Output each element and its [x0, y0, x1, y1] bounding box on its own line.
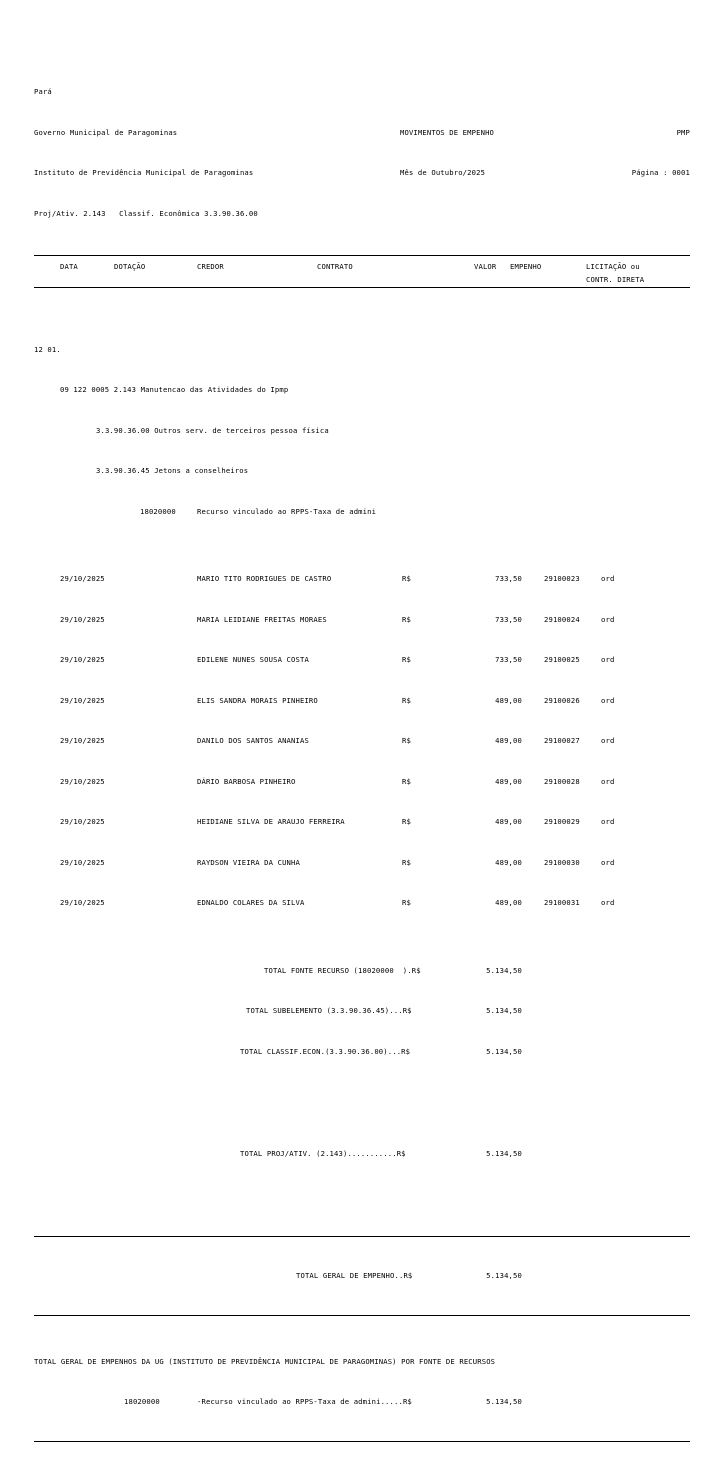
row-licitacao: ord [601, 817, 615, 826]
row-date: 29/10/2025 [60, 736, 105, 745]
subtotal-label: TOTAL SUBELEMENTO (3.3.90.36.45)...R$ [246, 1006, 412, 1015]
row-valor: 733,50 [495, 655, 522, 664]
row-empenho: 29100024 [544, 614, 580, 624]
total-geral-empenho-row [34, 1269, 690, 1283]
subtotal-value: 5.134,50 [486, 1046, 522, 1056]
footer-source-desc: -Recurso vinculado ao RPPS-Taxa de admini.....R$ [197, 1397, 412, 1406]
report-sheet [34, 58, 690, 1442]
row-licitacao: ord [601, 898, 615, 907]
row-valor: 733,50 [495, 614, 522, 624]
row-credor: DÁRIO BARBOSA PINHEIRO [197, 776, 296, 786]
col-licitacao-line1: LICITAÇÃO ou [586, 262, 640, 271]
total-geral-empenho-label: TOTAL GERAL DE EMPENHO..R$ [296, 1271, 413, 1280]
row-currency: R$ [402, 655, 411, 664]
org-code: PMP [676, 127, 690, 137]
row-currency: R$ [402, 695, 411, 705]
table-row [34, 775, 690, 789]
row-valor: 489,00 [495, 857, 522, 867]
footer-title-line [34, 1355, 690, 1369]
subtotal-row [34, 1004, 690, 1018]
row-licitacao: ord [601, 776, 615, 786]
footer-total-row [34, 1395, 690, 1409]
row-licitacao: ord [601, 574, 615, 583]
proj-ativ-label: Proj/Ativ. 2.143 Classif. Econômica 3.3.90.36.00 [34, 208, 258, 218]
source-line [34, 505, 690, 519]
col-data: DATA [60, 262, 78, 271]
subtotal-row [34, 1045, 690, 1059]
classif-text: 3.3.90.36.00 Outros serv. de terceiros pessoa física [96, 425, 329, 435]
subelement-text: 3.3.90.36.45 Jetons a conselheiros [96, 466, 249, 475]
program-line [34, 383, 690, 397]
row-date: 29/10/2025 [60, 655, 105, 664]
row-licitacao: ord [601, 655, 615, 664]
subtotal-value: 5.134,50 [486, 965, 522, 975]
table-row [34, 653, 690, 667]
document-title: MOVIMENTOS DE EMPENHO [400, 127, 495, 137]
row-credor: EDILENE NUNES SOUSA COSTA [197, 655, 309, 664]
row-licitacao: ord [601, 614, 615, 624]
row-currency: R$ [402, 857, 411, 867]
row-empenho: 29100025 [544, 655, 580, 664]
subtotal-label: TOTAL CLASSIF.ECON.(3.3.90.36.00)...R$ [240, 1046, 411, 1056]
report-header [34, 58, 690, 247]
total-geral-empenho-block [34, 1242, 690, 1310]
unit-code-line [34, 343, 690, 357]
row-date: 29/10/2025 [60, 776, 105, 786]
row-credor: DANILO DOS SANTOS ANANIAS [197, 736, 309, 745]
total-proj-label: TOTAL PROJ/ATIV. (2.143)...........R$ [240, 1149, 406, 1158]
row-empenho: 29100027 [544, 736, 580, 745]
row-date: 29/10/2025 [60, 857, 105, 867]
row-currency: R$ [402, 614, 411, 624]
subtotal-value: 5.134,50 [486, 1006, 522, 1015]
table-column-headers [34, 260, 690, 287]
row-empenho: 29100028 [544, 776, 580, 786]
total-geral-empenho-value: 5.134,50 [486, 1271, 522, 1280]
total-proj-value: 5.134,50 [486, 1149, 522, 1158]
row-currency: R$ [402, 817, 411, 826]
footer-source-code: 18020000 [124, 1397, 160, 1406]
row-empenho: 29100031 [544, 898, 580, 907]
table-row [34, 896, 690, 910]
table-row [34, 572, 690, 586]
row-currency: R$ [402, 898, 411, 907]
row-valor: 733,50 [495, 574, 522, 583]
total-proj-row [34, 1147, 690, 1161]
col-empenho: EMPENHO [510, 262, 542, 271]
entity-label: Instituto de Previdência Municipal de Paragominas [34, 168, 254, 177]
row-credor: HEIDIANE SILVA DE ARAUJO FERREIRA [197, 817, 345, 826]
col-credor: CREDOR [197, 262, 224, 271]
footer-total-value: 5.134,50 [486, 1397, 522, 1406]
row-credor: RAYDSON VIEIRA DA CUNHA [197, 857, 300, 867]
table-row [34, 815, 690, 829]
col-dotacao: DOTAÇÃO [114, 262, 146, 271]
row-credor: MARIO TITO RODRIGUES DE CASTRO [197, 574, 332, 583]
subelement-line [34, 464, 690, 478]
row-date: 29/10/2025 [60, 574, 105, 583]
row-empenho: 29100023 [544, 574, 580, 583]
row-licitacao: ord [601, 857, 615, 867]
row-valor: 489,00 [495, 736, 522, 745]
col-valor: VALOR [474, 262, 497, 271]
row-credor: ELIS SANDRA MORAIS PINHEIRO [197, 695, 318, 705]
row-currency: R$ [402, 574, 411, 583]
row-credor: EDNALDO COLARES DA SILVA [197, 898, 305, 907]
row-date: 29/10/2025 [60, 817, 105, 826]
row-currency: R$ [402, 736, 411, 745]
col-licitacao-line2: CONTR. DIRETA [586, 275, 645, 284]
classif-line [34, 424, 690, 438]
report-body [34, 302, 690, 1236]
row-date: 29/10/2025 [60, 898, 105, 907]
row-empenho: 29100029 [544, 817, 580, 826]
row-valor: 489,00 [495, 898, 522, 907]
source-desc: Recurso vinculado ao RPPS-Taxa de admini [197, 506, 377, 516]
footer-divider [34, 1441, 690, 1442]
table-row [34, 694, 690, 708]
row-licitacao: ord [601, 736, 615, 745]
row-date: 29/10/2025 [60, 614, 105, 624]
row-licitacao: ord [601, 695, 615, 705]
table-row [34, 613, 690, 627]
table-row [34, 734, 690, 748]
footer-title: TOTAL GERAL DE EMPENHOS DA UG (INSTITUTO DE PREVIDÊNCIA MUNICIPAL DE PARAGOMINAS) POR FONTE DE RECURSOS [34, 1356, 496, 1366]
row-valor: 489,00 [495, 817, 522, 826]
source-code: 18020000 [140, 506, 176, 516]
row-empenho: 29100030 [544, 857, 580, 867]
state-label: Pará [34, 87, 52, 96]
row-credor: MARIA LEIDIANE FREITAS MORAES [197, 614, 327, 624]
row-currency: R$ [402, 776, 411, 786]
col-contrato: CONTRATO [317, 262, 353, 271]
subtotal-row [34, 964, 690, 978]
period-label: Mês de Outubro/2025 [400, 168, 486, 177]
row-date: 29/10/2025 [60, 695, 105, 705]
table-row [34, 856, 690, 870]
government-label: Governo Municipal de Paragominas [34, 127, 178, 137]
page-number: Página : 0001 [631, 168, 690, 177]
subtotal-label: TOTAL FONTE RECURSO (18020000 ).R$ [264, 965, 421, 975]
row-empenho: 29100026 [544, 695, 580, 705]
row-valor: 489,00 [495, 695, 522, 705]
row-valor: 489,00 [495, 776, 522, 786]
header-divider-top [34, 255, 690, 256]
unit-code: 12 01. [34, 344, 61, 354]
footer-block [34, 1328, 690, 1436]
program-text: 09 122 0005 2.143 Manutencao das Atividades do Ipmp [60, 385, 289, 394]
